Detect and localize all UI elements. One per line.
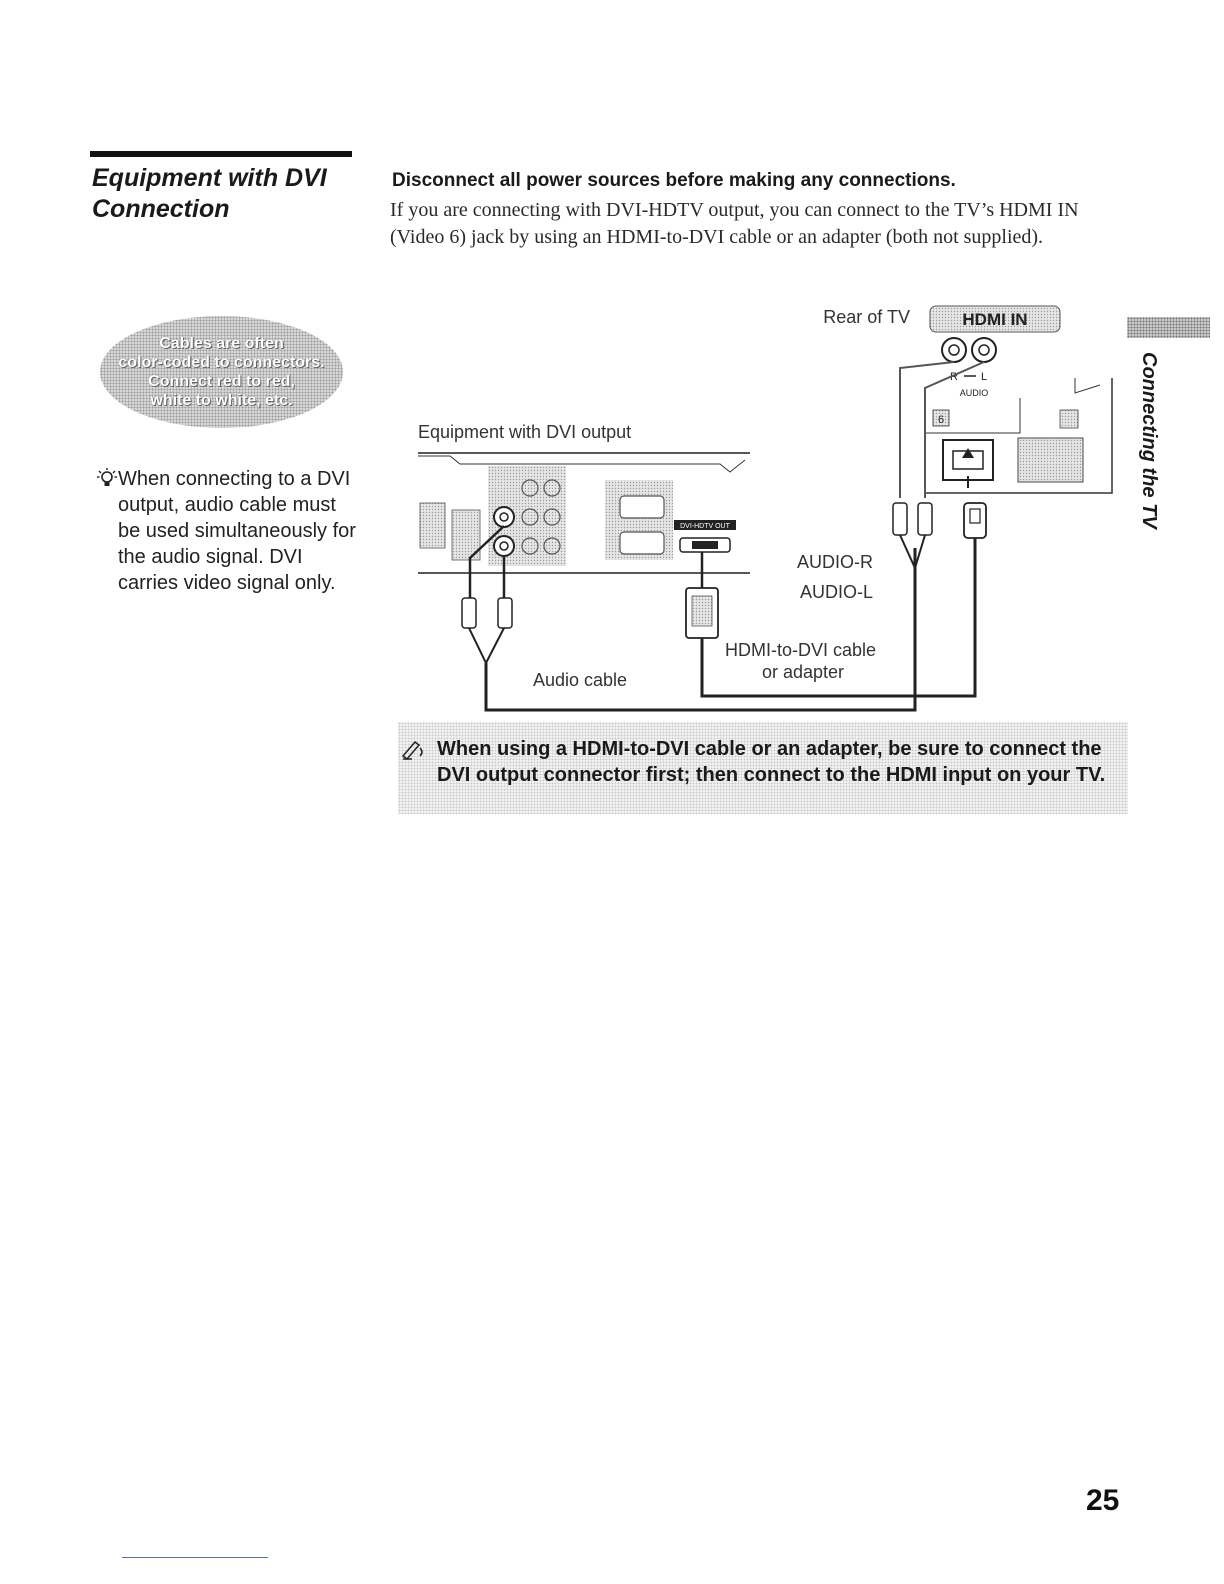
cable-color-tip — [100, 316, 343, 428]
input-number-label: 6 — [937, 414, 945, 426]
connection-diagram — [380, 298, 1160, 718]
rear-of-tv-label: Rear of TV — [823, 307, 910, 327]
equipment-label: Equipment with DVI output — [418, 422, 632, 442]
cable-tip-line: Cables are often — [159, 335, 284, 352]
hdmi-in-label: HDMI IN — [962, 310, 1028, 329]
pencil-icon — [400, 738, 428, 760]
dvi-out-label: DVI-HDTV OUT — [680, 523, 730, 530]
audio-r-label: AUDIO-R — [797, 552, 873, 572]
hdmi-dvi-cable-label: HDMI-to-DVI cable — [725, 640, 877, 660]
chapter-label: Connecting the TV — [1138, 352, 1160, 529]
section-rule — [90, 151, 352, 157]
audio-l-label: AUDIO-L — [799, 582, 873, 602]
note-text: When using a HDMI-to-DVI cable or an adapter, be sure to connect the DVI output connector first; then connect to the HDMI input on your TV. — [437, 738, 1106, 786]
intro-paragraph: If you are connecting with DVI-HDTV output, you can connect to the TV’s HDMI IN (Video 6) jack by using an HDMI-to-DVI cable or an adapter (both not supplied). — [390, 199, 1079, 248]
page-number: 25 — [1086, 1484, 1120, 1517]
footer-rule — [122, 1557, 268, 1558]
connection-diagram-svg — [380, 298, 1160, 718]
audio-small-label: AUDIO — [959, 388, 989, 398]
cable-tip-line: Connect red to red, — [148, 373, 295, 390]
dvi-equipment-panel — [418, 453, 750, 573]
section-title: Equipment with DVI Connection — [92, 164, 327, 223]
channel-l-label: L — [980, 371, 988, 383]
cable-tip-line: white to white, etc. — [150, 392, 293, 409]
power-warning: Disconnect all power sources before making any connections. — [392, 170, 956, 191]
audio-cable-label: Audio cable — [533, 670, 628, 690]
cable-tip-line: color-coded to connectors. — [118, 354, 325, 371]
dvi-audio-tip: When connecting to a DVI output, audio cable must be used simultaneously for the audio signal. DVI carries video signal only. — [118, 468, 356, 594]
channel-r-label: R — [950, 371, 958, 383]
or-adapter-label: or adapter — [762, 662, 845, 682]
lightbulb-icon — [96, 467, 118, 491]
tv-rear-panel — [925, 306, 1112, 493]
